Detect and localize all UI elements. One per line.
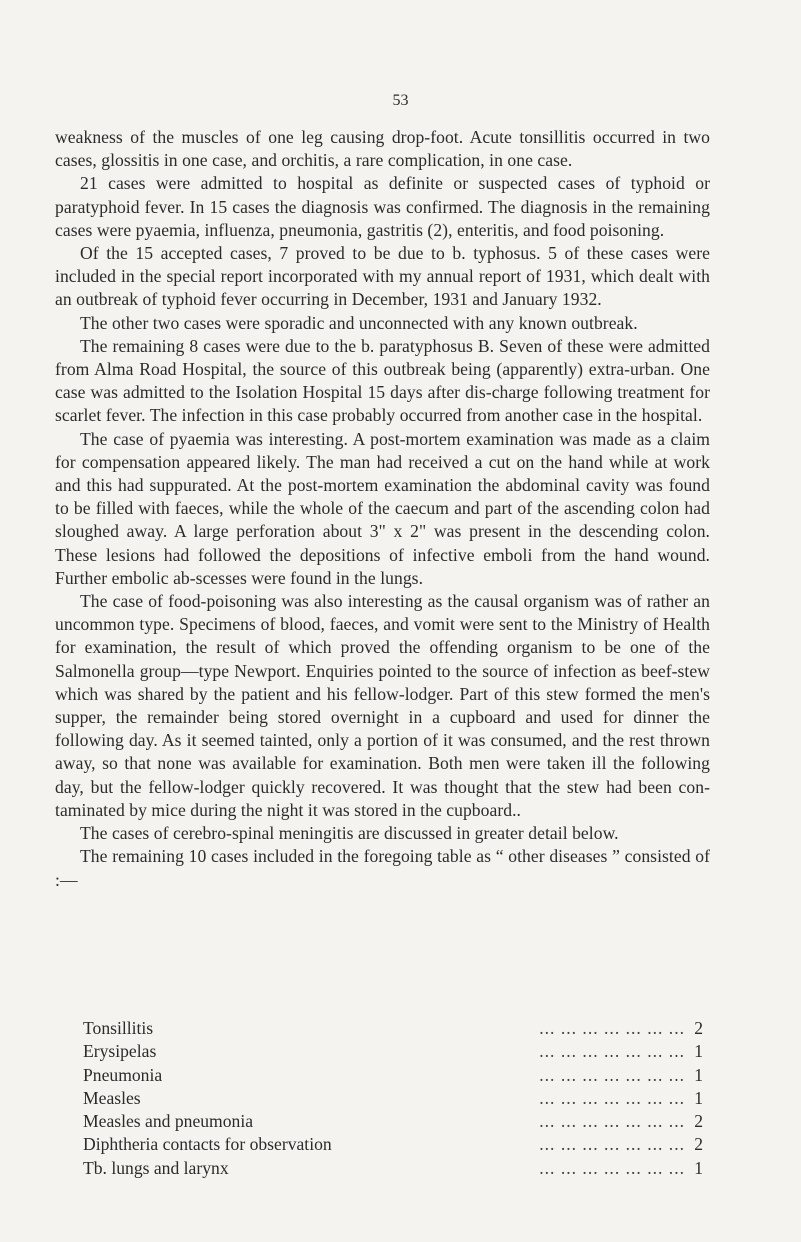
disease-count: 2 [694,1018,703,1038]
disease-name: Measles [83,1087,141,1108]
paragraph-pyaemia-case: The case of pyaemia was interesting. A post-mortem examination was made as a claim for compensation appeared likely. The man had received a cut on the hand while at work and this had suppurated. At the post-mortem examination the abdominal cavity was found to be filled with faeces, while the whole of the caecum and part of the ascending colon had sloughed away. A large perforation about 3" x 2" was present in the descending colon. These lesions had followed the depositions of infective emboli from the hand wound. Further embolic ab-scesses were found in the lungs. [55,428,710,588]
disease-name: Diphtheria contacts for observation [83,1134,332,1155]
disease-name: Tb. lungs and larynx [83,1157,229,1178]
list-item [83,1041,703,1064]
disease-name: Measles and pneumonia [83,1111,254,1132]
paragraph-paratyphosus-cases: The remaining 8 cases were due to the b. paratyphosus B. Seven of these were admitted from Alma Road Hospital, the source of this outbreak being (apparently) extra-urban. One case was admitted to the Isolation Hospital 15 days after dis-charge following treatment for scarlet fever. The infection in this case probably occurred from another case in the hospital. [55,335,710,426]
other-diseases-list [83,1018,703,1181]
paragraph-typhosus-cases: Of the 15 accepted cases, 7 proved to be due to b. typhosus. 5 of these cases were included in the special report incorporated with my annual report of 1931, which dealt with an outbreak of typhoid fever occurring in December, 1931 and January 1932. [55,243,710,310]
list-item [83,1111,703,1134]
disease-count: 1 [694,1157,703,1178]
leader-dots: ... ... ... ... ... ... ... [539,1157,685,1178]
paragraph-typhoid-admissions: 21 cases were admitted to hospital as definite or suspected cases of typhoid or paratyphoid fever. In 15 cases the diagnosis was confirmed. The diagnosis in the remaining cases were pyaemia, influenza, pneumonia, gastritis (2), enteritis, and food poisoning. [55,173,710,240]
disease-name: Tonsillitis [83,1018,154,1038]
disease-count: 2 [694,1134,703,1155]
leader-dots: ... ... ... ... ... ... ... [539,1134,685,1155]
leader-dots: ... ... ... ... ... ... ... [539,1018,685,1038]
report-body [55,126,710,892]
paragraph-drop-foot: weakness of the muscles of one leg causing drop-foot. Acute tonsillitis occurred in two cases, glossitis in one case, and orchitis, a rare complication, in one case. [55,127,710,171]
leader-dots: ... ... ... ... ... ... ... [539,1087,685,1108]
leader-dots: ... ... ... ... ... ... ... [539,1064,685,1085]
disease-count: 1 [694,1087,703,1108]
list-item [83,1158,703,1181]
list-item [83,1088,703,1111]
list-item [83,1134,703,1157]
leader-dots: ... ... ... ... ... ... ... [539,1111,685,1132]
disease-count: 1 [694,1064,703,1085]
disease-count: 2 [694,1111,703,1132]
paragraph-meningitis: The cases of cerebro-spinal meningitis are discussed in greater detail below. [80,823,619,844]
page-number: 53 [392,92,409,109]
disease-count: 1 [694,1041,703,1062]
paragraph-food-poisoning-case: The case of food-poisoning was also interesting as the causal organism was of rather an uncommon type. Specimens of blood, faeces, and vomit were sent to the Ministry of Health for examination, the result of which proved the offending organism to be one of the Salmonella group—type Newport. Enquiries pointed to the source of infection as beef-stew which was shared by the patient and his fellow-lodger. Part of this stew formed the men's supper, the remainder being stored overnight in a cupboard and used for dinner the following day. As it seemed tainted, only a portion of it was consumed, and the rest thrown away, so that none was available for examination. Both men were taken ill the following day, but the fellow-lodger quickly recovered. It was thought that the stew had been con-taminated by mice during the night it was stored in the cupboard.. [55,591,710,820]
disease-name: Erysipelas [83,1041,157,1062]
paragraph-sporadic-cases: The other two cases were sporadic and unconnected with any known outbreak. [80,312,638,333]
paragraph-other-diseases-intro: The remaining 10 cases included in the foregoing table as “ other diseases ” consisted of :— [55,846,710,890]
leader-dots: ... ... ... ... ... ... ... [539,1041,685,1062]
list-item [83,1018,703,1041]
disease-name: Pneumonia [83,1064,163,1085]
list-item [83,1065,703,1088]
